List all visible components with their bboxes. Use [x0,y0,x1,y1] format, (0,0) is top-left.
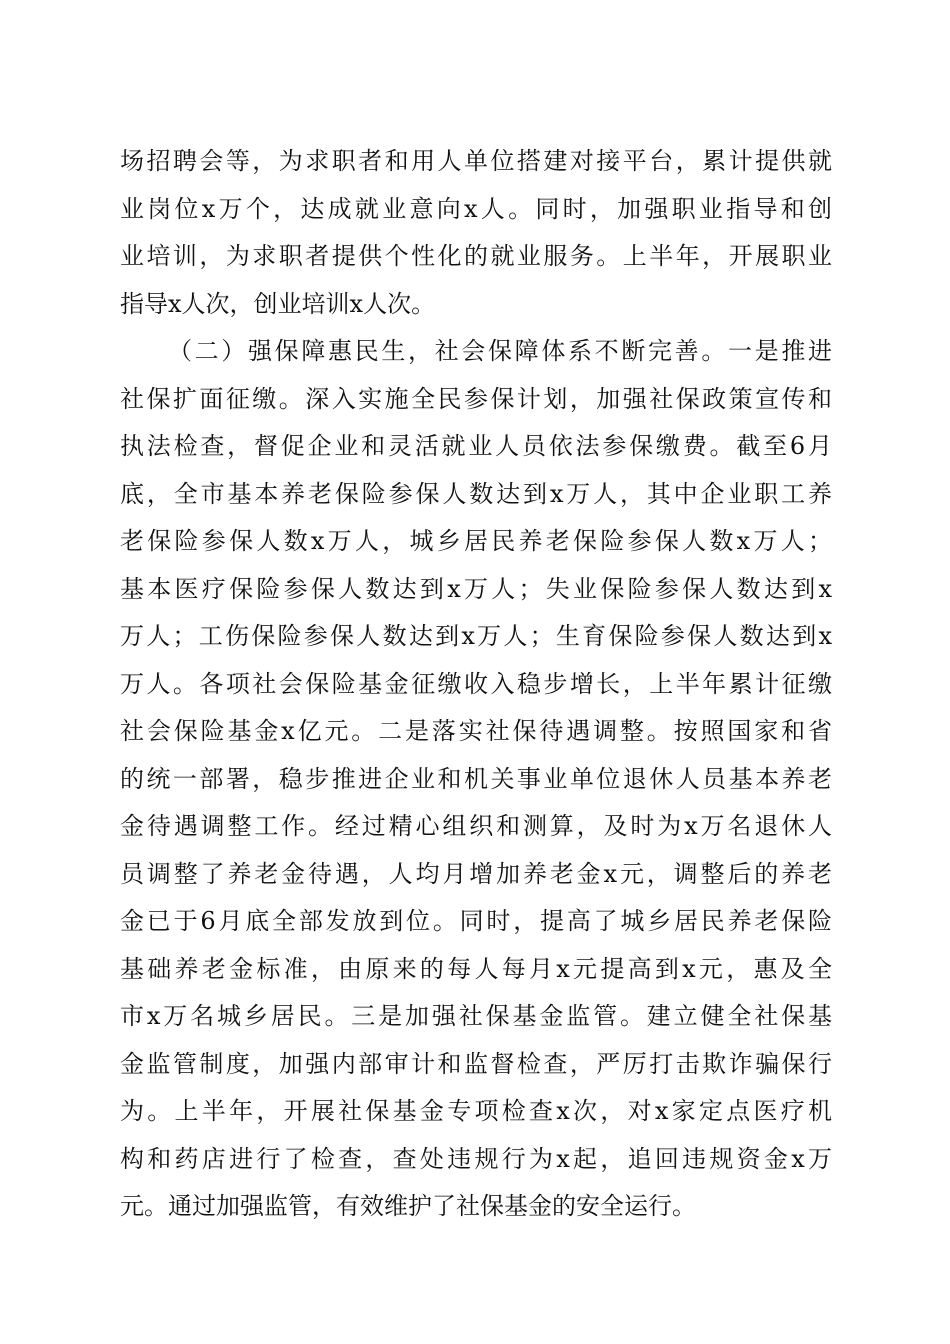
text-line: 指导x人次，创业培训x人次。 [120,289,436,318]
section-heading-line: （二）强保障惠民生，社会保障体系不断完善。一是推进 [168,337,832,365]
text-line: 员调整了养老金待遇，人均月增加养老金x元，调整后的养老 [120,859,832,888]
text-line: 底，全市基本养老保险参保人数达到x万人，其中企业职工养 [120,479,832,508]
text-line: 元。通过加强监管，有效维护了社保基金的安全运行。 [120,1192,696,1220]
text-line: 金待遇调整工作。经过精心组织和测算，及时为x万名退休人 [120,812,832,840]
paragraph-social-security [120,328,832,1231]
text-line: 金已于6月底全部发放到位。同时，提高了城乡居民养老保险 [120,907,832,935]
text-line: 基本医疗保险参保人数达到x万人；失业保险参保人数达到x [120,574,832,603]
text-line: 场招聘会等，为求职者和用人单位搭建对接平台，累计提供就 [120,147,832,175]
text-line: 业岗位x万个，达成就业意向x人。同时，加强职业指导和创 [120,194,832,223]
text-line: 执法检查，督促企业和灵活就业人员依法参保缴费。截至6月 [120,432,832,460]
text-line: 构和药店进行了检查，查处违规行为x起，追回违规资金x万 [120,1144,832,1173]
text-line: 的统一部署，稳步推进企业和机关事业单位退休人员基本养老 [120,764,832,793]
text-line: 老保险参保人数x万人，城乡居民养老保险参保人数x万人； [120,527,832,555]
text-line: 市x万名城乡居民。三是加强社保基金监管。建立健全社保基 [120,1002,832,1030]
text-line: 万人。各项社会保险基金征缴收入稳步增长，上半年累计征缴 [120,669,832,698]
paragraph-employment-services [120,138,832,328]
text-line: 社保扩面征缴。深入实施全民参保计划，加强社保政策宣传和 [120,384,832,413]
text-line: 社会保险基金x亿元。二是落实社保待遇调整。按照国家和省 [120,717,832,745]
text-line: 业培训，为求职者提供个性化的就业服务。上半年，开展职业 [120,242,832,270]
text-line: 为。上半年，开展社保基金专项检查x次，对x家定点医疗机 [120,1097,832,1125]
document-body [120,138,832,1231]
text-line: 金监管制度，加强内部审计和监督检查，严厉打击欺诈骗保行 [120,1049,832,1078]
text-line: 万人；工伤保险参保人数达到x万人；生育保险参保人数达到x [120,622,832,650]
text-line: 基础养老金标准，由原来的每人每月x元提高到x元，惠及全 [120,954,832,983]
